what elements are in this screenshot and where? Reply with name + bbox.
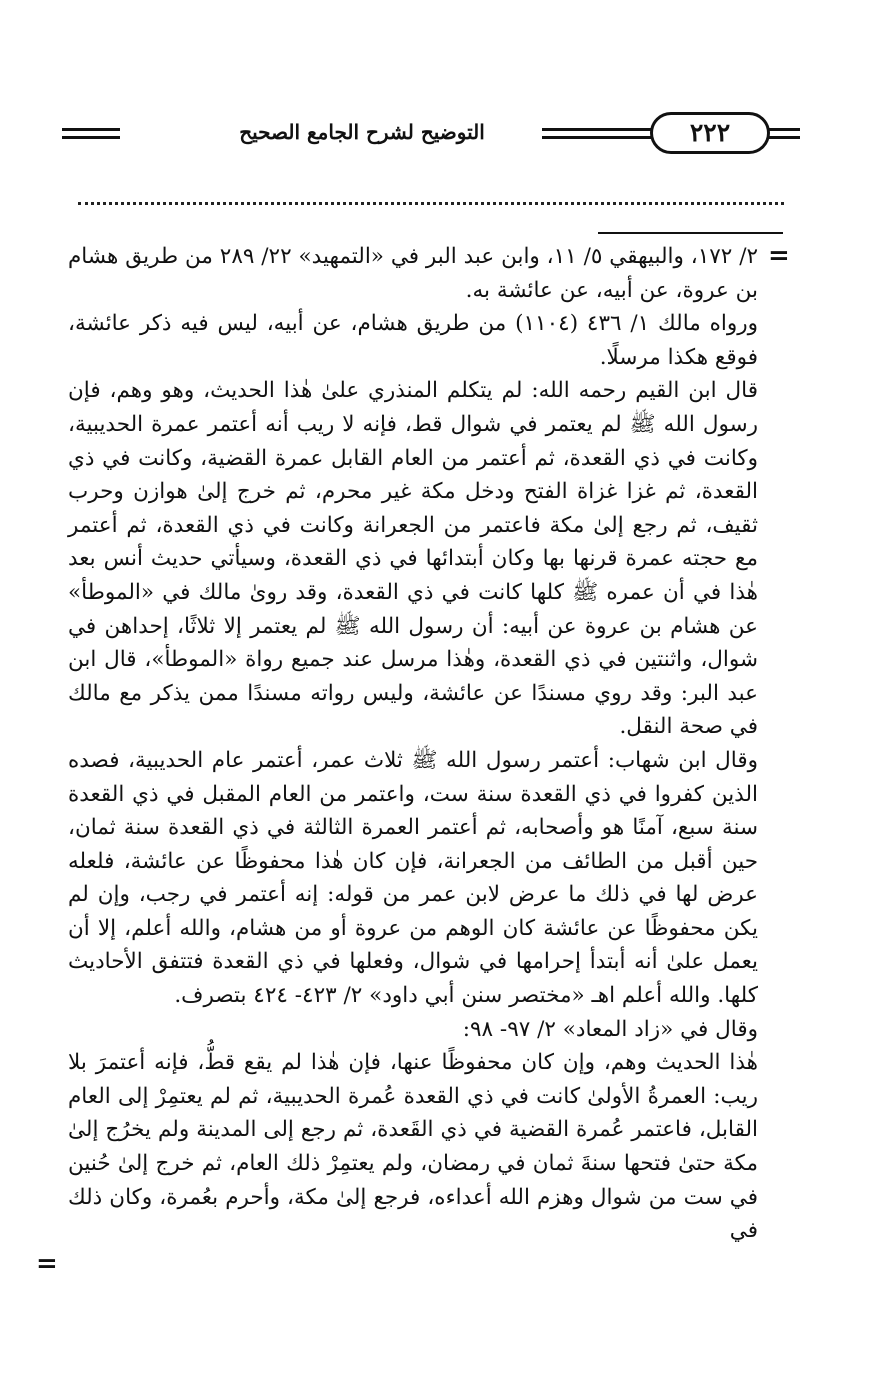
footnote-rule (598, 232, 783, 234)
page-number: ٢٢٢ (650, 112, 770, 154)
running-header (62, 108, 800, 160)
dotted-separator (78, 202, 784, 205)
paragraph: وقال في «زاد المعاد» ٢/ ٩٧- ٩٨: (462, 1016, 758, 1042)
header-rule-left-top (62, 128, 120, 131)
footnote-body (68, 240, 758, 1248)
header-rule-left-bottom (62, 136, 120, 139)
paragraph: هٰذا الحديث وهم، وإن كان محفوظًا عنها، فإن هٰذا لم يقع قطُّ، فإنه أعتمرَ بلا ريب: العمرةُ الأولىٰ كانت في ذي القعدة عُمرة الحديبية، ثم لم يعتمِرْ إلى العام القابل، فاعتمر عُمرة القضية في ذي القَعدة، ثم رجع إلى المدينة ولم يخرُج إلىٰ مكة حتىٰ فتحها سنةَ ثمان في رمضان، ولم يعتمِرْ ذلك العام، ثم خرج إلىٰ حُنين في ست من شوال وهزم الله أعداءه، فرجع إلىٰ مكة، وأحرم بعُمرة، وكان ذلك في (68, 1050, 758, 1244)
paragraph: ورواه مالك ١/ ٤٣٦ (١١٠٤) من طريق هشام، عن أبيه، ليس فيه ذكر عائشة، فوقع هكذا مرسلًا. (68, 311, 758, 370)
continuation-mark-bottom: = (36, 1249, 58, 1279)
book-title: التوضيح لشرح الجامع الصحيح (182, 120, 542, 144)
paragraph: قال ابن القيم رحمه الله: لم يتكلم المنذري علىٰ هٰذا الحديث، وهو وهم، فإن رسول الله ﷺ لم يعتمر في شوال قط، فإنه لا ريب أنه أعتمر عمرة الحديبية، وكانت في ذي القعدة، ثم أعتمر من العام القابل عمرة القضية، وكانت في ذي القعدة، ثم غزا غزاة الفتح ودخل مكة غير محرم، ثم خرج إلىٰ هوازن وحرب ثقيف، ثم رجع إلىٰ مكة فاعتمر من الجعرانة وكانت في ذي القعدة، ثم أعتمر مع حجته عمرة قرنها بها وكان أبتدائها في ذي القعدة، وسيأتي حديث أنس بعد هٰذا في أن عمره ﷺ كلها كانت في ذي القعدة، وقد روىٰ مالك في «الموطأ» عن هشام بن عروة عن أبيه: أن رسول الله ﷺ لم يعتمر إلا ثلاثًا، إحداهن في شوال، واثنتين في ذي القعدة، وهٰذا مرسل عند جميع رواة «الموطأ»، قال ابن عبد البر: وقد روي مسندًا عن عائشة، وليس رواته مسندًا ممن يذكر مع مالك في صحة النقل. (68, 378, 758, 740)
paragraph: ٢/ ١٧٢، والبيهقي ٥/ ١١، وابن عبد البر في «التمهيد» ٢٢/ ٢٨٩ من طريق هشام بن عروة، عن أبيه، عن عائشة به. (68, 244, 759, 303)
continuation-mark-top: = (768, 241, 790, 271)
paragraph: وقال ابن شهاب: أعتمر رسول الله ﷺ ثلاث عمر، أعتمر عام الحديبية، فصده الذين كفروا في ذي القعدة سنة ست، واعتمر من العام المقبل في ذي القعدة سنة سبع، آمنًا هو وأصحابه، ثم أعتمر العمرة الثالثة في ذي القعدة سنة ثمان، حين أقبل من الطائف من الجعرانة، فإن كان هٰذا محفوظًا عن عائشة، فلعله عرض لها في ذلك ما عرض لابن عمر من قوله: إنه أعتمر في رجب، وإن لم يكن محفوظًا عن عائشة كان الوهم من عروة أو من هشام، والله أعلم، إلا أن يعمل علىٰ أنه أبتدأ إحرامها في شوال، وفعلها في ذي القعدة فتتفق الأحاديث كلها. والله أعلم اهـ «مختصر سنن أبي داود» ٢/ ٤٢٣- ٤٢٤ بتصرف. (68, 747, 758, 1009)
